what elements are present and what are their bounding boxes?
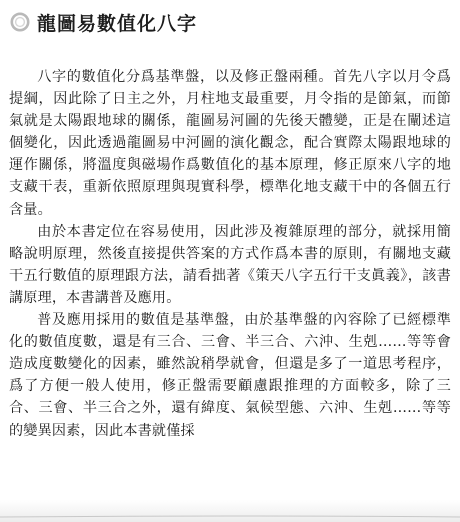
paragraph-3: 普及應用採用的數值是基準盤，由於基準盤的內容除了已經標準化的數值度數，還是有三合、三會、半三合、六沖、生剋……等等會造成度數變化的因素，雖然說稍學就會，但還是多了一道思考程序，爲了方便一般人使用，修正盤需要顧慮跟推理的方面較多，除了三合、三會、半三合之外，還有緯度、氣候型態、六沖、生剋……等等的變異因素，因此本書就僅採 — [9, 312, 451, 439]
page-title: 龍圖易數值化八字 — [37, 12, 198, 35]
ring-bullet-icon — [10, 12, 30, 32]
page-bottom-shadow — [0, 500, 460, 522]
body-text — [9, 66, 451, 442]
section-header — [10, 9, 197, 35]
page-edge-curve — [0, 515, 460, 518]
paragraph-2: 由於本書定位在容易使用，因此涉及複雜原理的部分，就採用簡略說明原理，然後直接提供答案的方式作爲本書的原則，有關地支藏干五行數值的原理跟方法，請看拙著《策天八字五行干支眞義》，該書講原理，本書講普及應用。 — [9, 223, 451, 306]
paragraph-1: 八字的數值化分爲基準盤，以及修正盤兩種。首先八字以月令爲提綱，因此除了日主之外，月柱地支最重要，月令指的是節氣，而節氣就是太陽跟地球的關係，龍圖易河圖的先後天體變，正是在闡述這個變化，因此透過龍圖易中河圖的演化觀念，配合實際太陽跟地球的運作關係，將溫度與磁場作爲數值化的基本原理，修正原來八字的地支藏干表，重新依照原理與現實科學，標準化地支藏干中的各個五行含量。 — [9, 69, 451, 218]
